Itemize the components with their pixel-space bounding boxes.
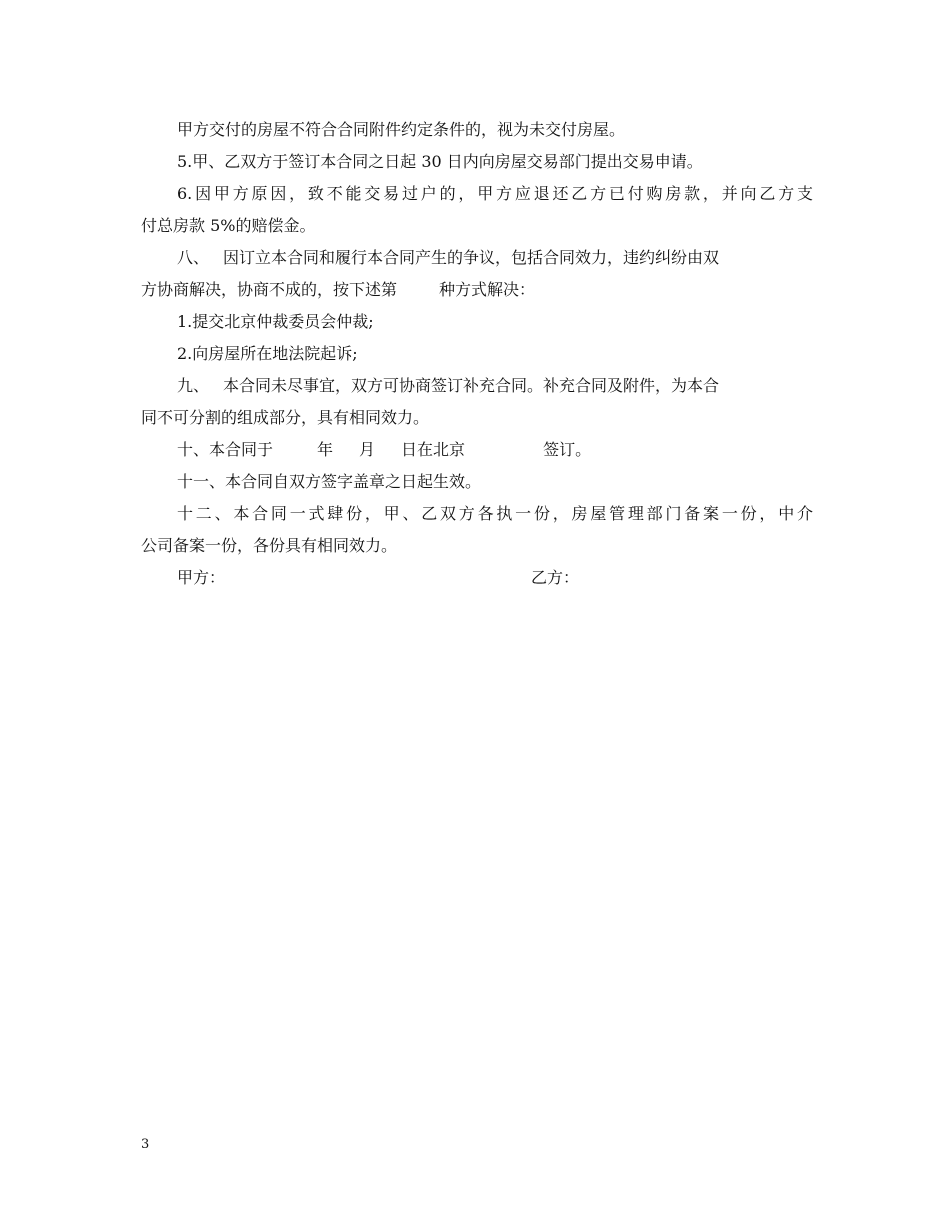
clause-8-line-2 bbox=[141, 274, 813, 306]
clause-text: 本合同未尽事宜，双方可协商签订补充合同。补充合同及附件，为本合 bbox=[223, 376, 720, 395]
clause-9-line-1 bbox=[141, 370, 813, 402]
clause-text: 十、本合同于 bbox=[177, 440, 274, 459]
clause-5 bbox=[141, 146, 813, 178]
signature-line bbox=[141, 562, 813, 594]
page-number: 3 bbox=[141, 1137, 150, 1152]
clause-text: 6.因甲方原因，致不能交易过户的，甲方应退还乙方已付购房款，并向乙方支 bbox=[177, 184, 813, 203]
clause-8-line-1 bbox=[141, 242, 813, 274]
clause-8-option-1 bbox=[141, 306, 813, 338]
clause-text: 因订立本合同和履行本合同产生的争议，包括合同效力，违约纠纷由双 bbox=[223, 248, 720, 267]
clause-number: 八、 bbox=[177, 248, 210, 267]
clause-text: 2.向房屋所在地法院起诉; bbox=[177, 344, 358, 363]
contract-body bbox=[141, 114, 813, 594]
clause-12-line-2 bbox=[141, 530, 813, 562]
clause-text: 1.提交北京仲裁委员会仲裁; bbox=[177, 312, 374, 331]
clause-text: 公司备案一份，各份具有相同效力。 bbox=[141, 536, 398, 555]
clause-text-line bbox=[141, 114, 813, 146]
clause-text: 年 bbox=[317, 440, 334, 459]
party-a-label: 甲方： bbox=[177, 568, 226, 587]
clause-text: 日在北京 bbox=[401, 440, 466, 459]
clause-text: 十二、本合同一式肆份，甲、乙双方各执一份，房屋管理部门备案一份，中介 bbox=[177, 504, 813, 523]
clause-number: 九、 bbox=[177, 376, 210, 395]
clause-text: 十一、本合同自双方签字盖章之日起生效。 bbox=[177, 472, 482, 491]
clause-9-line-2 bbox=[141, 402, 813, 434]
clause-6-line-1 bbox=[141, 178, 813, 210]
clause-text: 方协商解决，协商不成的，按下述第 bbox=[141, 280, 398, 299]
party-b-label: 乙方： bbox=[531, 568, 580, 587]
clause-text: 签订。 bbox=[543, 440, 592, 459]
clause-text: 甲方交付的房屋不符合合同附件约定条件的，视为未交付房屋。 bbox=[177, 120, 626, 139]
clause-text: 付总房款 5%的赔偿金。 bbox=[141, 216, 316, 235]
clause-10 bbox=[141, 434, 813, 466]
clause-11 bbox=[141, 466, 813, 498]
clause-text: 5.甲、乙双方于签订本合同之日起 30 日内向房屋交易部门提出交易申请。 bbox=[177, 152, 703, 171]
clause-text: 月 bbox=[359, 440, 376, 459]
clause-6-line-2 bbox=[141, 210, 813, 242]
clause-8-option-2 bbox=[141, 338, 813, 370]
clause-12-line-1 bbox=[141, 498, 813, 530]
clause-text: 同不可分割的组成部分，具有相同效力。 bbox=[141, 408, 430, 427]
clause-text: 种方式解决： bbox=[439, 280, 536, 299]
